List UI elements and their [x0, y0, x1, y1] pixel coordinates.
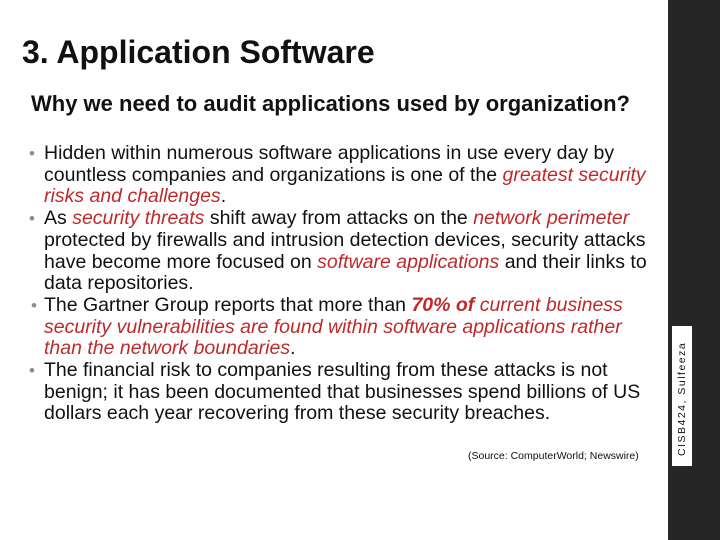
bullet-text: .: [220, 185, 227, 208]
bullet-emphasis-text: network perimeter: [473, 207, 630, 230]
bullet-text: and their links to data repositories.: [44, 250, 647, 295]
bullet-emphasis-text: software applications: [317, 250, 500, 273]
bullet-text: The Gartner Group reports that more than: [44, 293, 412, 316]
bullet-dot-icon: •: [29, 209, 35, 229]
bullet-dot-icon: •: [31, 295, 37, 315]
bullet-item: [29, 360, 649, 425]
bullet-text: Hidden within numerous software applications in use every day by countless companies and organizations is one of the: [44, 142, 615, 186]
bullet-text: shift away from attacks on the: [204, 207, 474, 230]
bullet-item: [29, 143, 649, 208]
bullet-emphasis-text: greatest security risks and challenges: [44, 163, 646, 208]
bullet-emphasis-text: security threats: [72, 207, 205, 230]
bullet-text: protected by firewalls and intrusion detection devices, security attacks have become more focused on: [44, 228, 646, 273]
bullet-text: .: [290, 337, 296, 360]
bullet-text: The financial risk to companies resulting from these attacks is not benign; it has been documented that businesses spend billions of US dollars each year recovering from these security breaches.: [44, 359, 641, 425]
bullet-text: As: [44, 207, 73, 230]
bullet-emphasis-text: current business security vulnerabilities are found within software applications rather than the network boundaries: [44, 293, 623, 360]
bullet-item: [29, 208, 649, 295]
bullet-dot-icon: •: [29, 144, 35, 163]
bullet-emphasis-text: 70% of: [411, 293, 475, 316]
bullet-dot-icon: •: [29, 361, 35, 381]
slide-subtitle: Why we need to audit applications used by organization?: [31, 91, 630, 116]
slide-title: 3. Application Software: [22, 34, 375, 70]
sidebar-course-label: CISB424, Sulfeeza: [676, 338, 688, 460]
bullet-list: [29, 143, 649, 425]
source-citation: (Source: ComputerWorld; Newswire): [468, 450, 639, 462]
bullet-item: [29, 295, 649, 360]
